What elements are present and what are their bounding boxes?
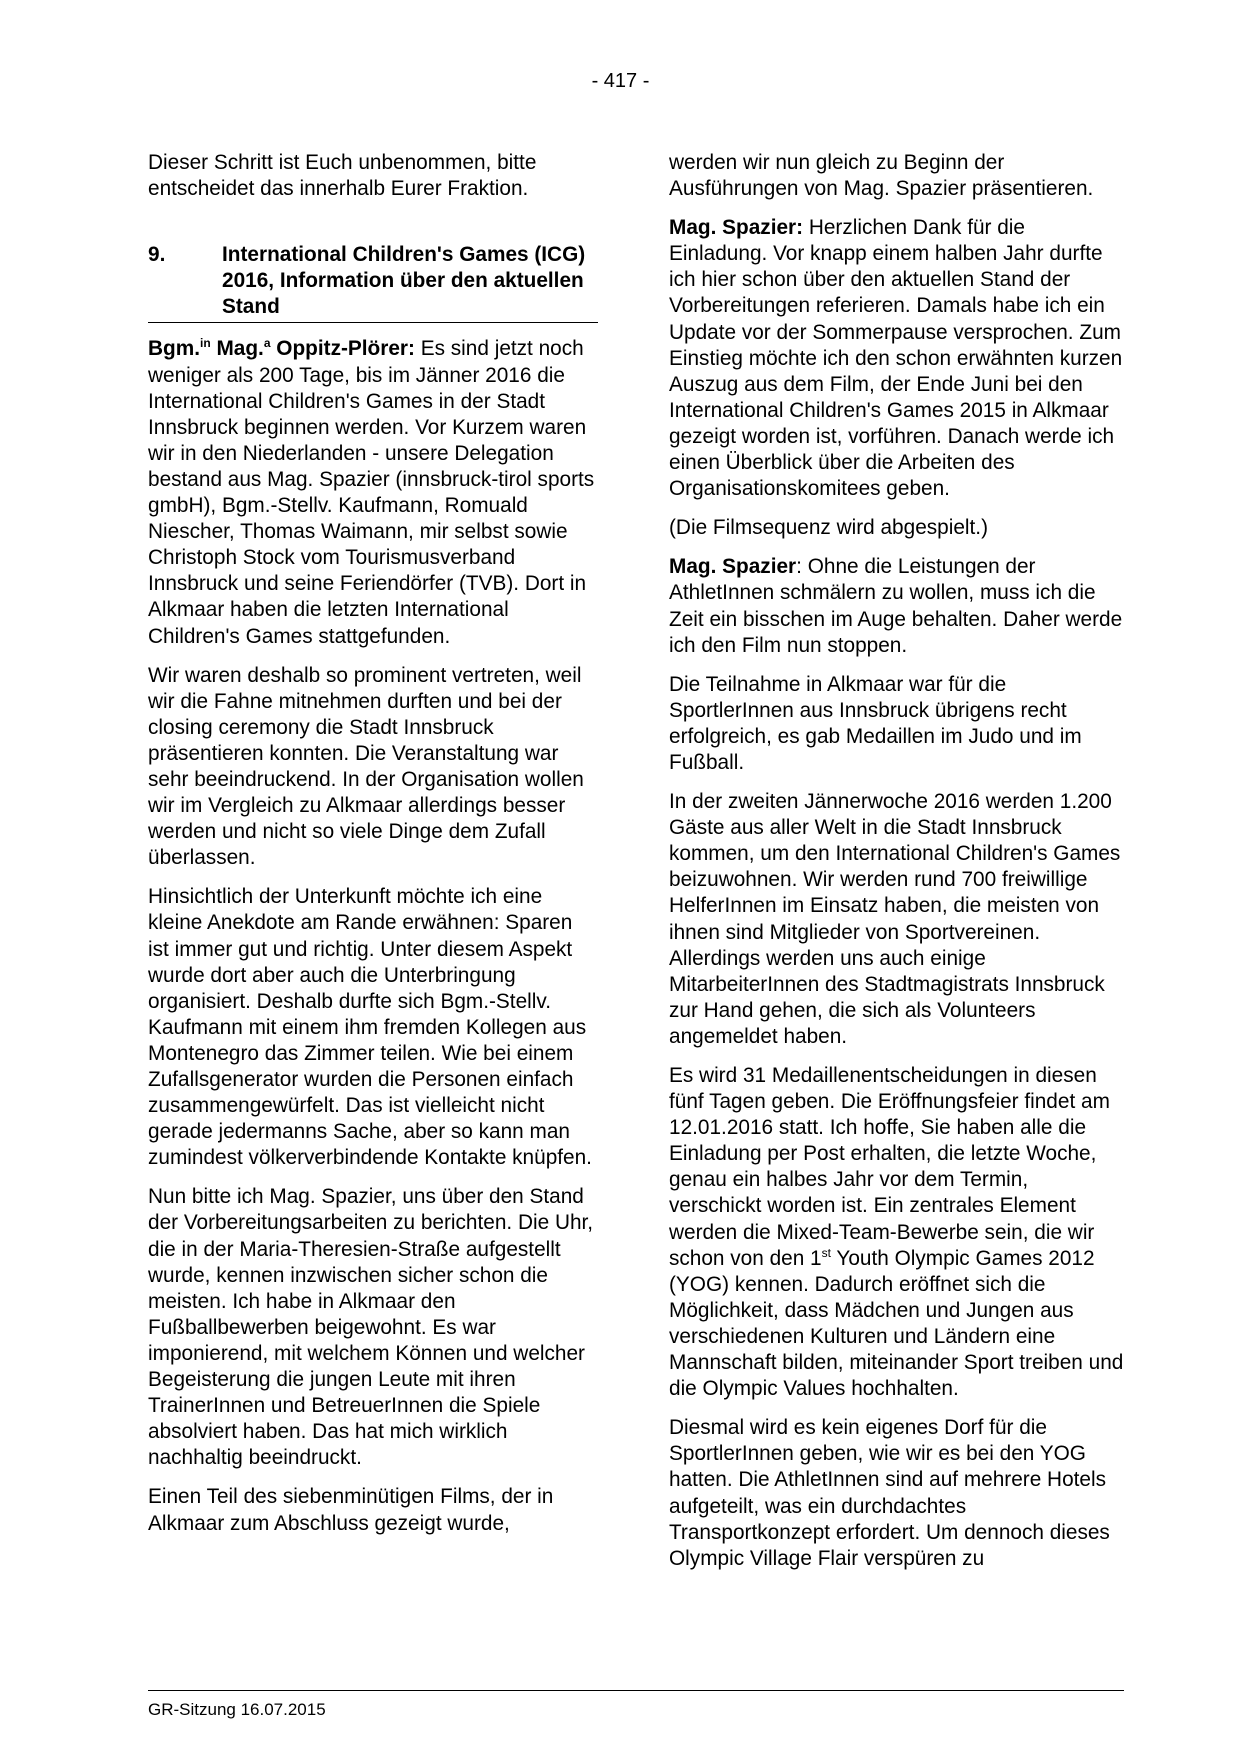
paragraph: Die Teilnahme in Alkmaar war für die SportlerInnen aus Innsbruck übrigens recht erfolgreich, es gab Medaillen im Judo und im Fußball. (669, 672, 1082, 774)
paragraph: Mag. Spazier: Herzlichen Dank für die Einladung. Vor knapp einem halben Jahr durfte ich hier schon über den aktuellen Stand der Vorbereitungen referieren. Damals habe ich ein Update vor der Sommerpause versprochen. Zum Einstieg möchte ich den schon erwähnten kurzen Auszug aus dem Film, der Ende Juni bei den International Children's Games 2015 in Alkmaar gezeigt worden ist, vorführen. Danach werde ich einen Überblick über die Arbeiten des Organisationskomitees geben. (669, 216, 1123, 501)
section-heading (148, 242, 598, 323)
paragraph: Mag. Spazier: Ohne die Leistungen der AthletInnen schmälern zu wollen, muss ich die Zeit ein bisschen im Auge behalten. Daher werde ich den Film nun stoppen. (669, 555, 1123, 657)
paragraph: Es wird 31 Medaillenentscheidungen in diesen fünf Tagen geben. Die Eröffnungsfeier findet am 12.01.2016 statt. Ich hoffe, Sie haben alle die Einladung per Post erhalten, die letzte Woche, genau ein halbes Jahr vor dem Termin, verschickt worden ist. Ein zentrales Element werden die Mixed-Team-Bewerbe sein, die wir schon von den 1st Youth Olympic Games 2012 (YOG) kennen. Dadurch eröffnet sich die Möglichkeit, dass Mädchen und Jungen aus verschiedenen Kulturen und Ländern eine Mannschaft bilden, miteinander Sport treiben und die Olympic Values hochhalten. (669, 1064, 1124, 1401)
speaker-name: Mag. Spazier (669, 555, 797, 579)
paragraph: Einen Teil des siebenminütigen Films, der in Alkmaar zum Abschluss gezeigt wurde, (148, 1485, 554, 1535)
left-column (148, 150, 598, 1550)
section-number: 9. (148, 243, 166, 267)
paragraph: Wir waren deshalb so prominent vertreten, weil wir die Fahne mitnehmen durften und bei der closing ceremony die Stadt Innsbruck präsentieren konnten. Die Veranstaltung war sehr beeindruckend. In der Organisation wollen wir im Vergleich zu Alkmaar allerdings besser werden und nicht so viele Dinge dem Zufall überlassen. (148, 663, 584, 870)
speaker-name: Bgm.$^{in}$ Mag.$^a$ Oppitz-Plörer: (148, 336, 415, 361)
paragraph: Diesmal wird es kein eigenes Dorf für die SportlerInnen geben, wie wir es bei den YOG hatten. Die AthletInnen sind auf mehrere Hotels aufgeteilt, was ein durchdachtes Transportkonzept erfordert. Um dennoch dieses Olympic Village Flair verspüren zu (669, 1416, 1110, 1570)
footer-divider (148, 1690, 1124, 1691)
paragraph: Dieser Schritt ist Euch unbenommen, bitte entscheidet das innerhalb Eurer Fraktion. (148, 151, 537, 201)
page-number: - 417 - (591, 70, 650, 92)
footer-text: GR-Sitzung 16.07.2015 (148, 1700, 326, 1719)
section-title: International Children's Games (ICG) 2016, Information über den aktuellen Stand (222, 243, 586, 319)
paragraph: Hinsichtlich der Unterkunft möchte ich eine kleine Anekdote am Rande erwähnen: Sparen ist immer gut und richtig. Unter diesem Aspekt wurde dort aber auch die Unterbringung organisiert. Deshalb durfte sich Bgm.-Stellv. Kaufmann mit einem ihm fremden Kollegen aus Montenegro das Zimmer teilen. Wie bei einem Zufallsgenerator wurden die Personen einfach zusammengewürfelt. Das ist vielleicht nicht gerade jedermanns Sache, aber so kann man zumindest völkerverbindende Kontakte knüpfen. (148, 885, 592, 1170)
speaker-name: Mag. Spazier: (669, 216, 804, 240)
right-column (669, 150, 1124, 1585)
paragraph: In der zweiten Jännerwoche 2016 werden 1.200 Gäste aus aller Welt in die Stadt Innsbruck kommen, um den International Children's Games beizuwohnen. Wir werden rund 700 freiwillige HelferInnen im Einsatz haben, die meisten von ihnen sind Mitglieder von Sportvereinen. Allerdings werden uns auch einige MitarbeiterInnen des Stadtmagistrats Innsbruck zur Hand gehen, die sich als Volunteers angemeldet haben. (669, 790, 1121, 1048)
paragraph: werden wir nun gleich zu Beginn der Ausführungen von Mag. Spazier präsentieren. (669, 151, 1094, 201)
paragraph: (Die Filmsequenz wird abgespielt.) (669, 516, 989, 540)
paragraph: Bgm.$^{in}$ Mag.$^a$ Oppitz-Plörer: Es sind jetzt noch weniger als 200 Tage, bis im Jänner 2016 die International Children's Games in der Stadt Innsbruck beginnen werden. Vor Kurzem waren wir in den Niederlanden - unsere Delegation bestand aus Mag. Spazier (innsbruck-tirol sports gmbH), Bgm.-Stellv. Kaufmann, Romuald Niescher, Thomas Waimann, mir selbst sowie Christoph Stock vom Tourismusverband Innsbruck und seine Feriendörfer (TVB). Dort in Alkmaar haben die letzten International Children's Games stattgefunden. (148, 336, 595, 648)
paragraph: Nun bitte ich Mag. Spazier, uns über den Stand der Vorbereitungsarbeiten zu berichten. Die Uhr, die in der Maria-Theresien-Straße aufgestellt wurde, kennen inzwischen sicher schon die meisten. Ich habe in Alkmaar den Fußballbewerben beigewohnt. Es war imponierend, mit welchem Können und welcher Begeisterung die jungen Leute mit ihren TrainerInnen und BetreuerInnen die Spiele absolviert haben. Das hat mich wirklich nachhaltig beeindruckt. (148, 1185, 594, 1470)
